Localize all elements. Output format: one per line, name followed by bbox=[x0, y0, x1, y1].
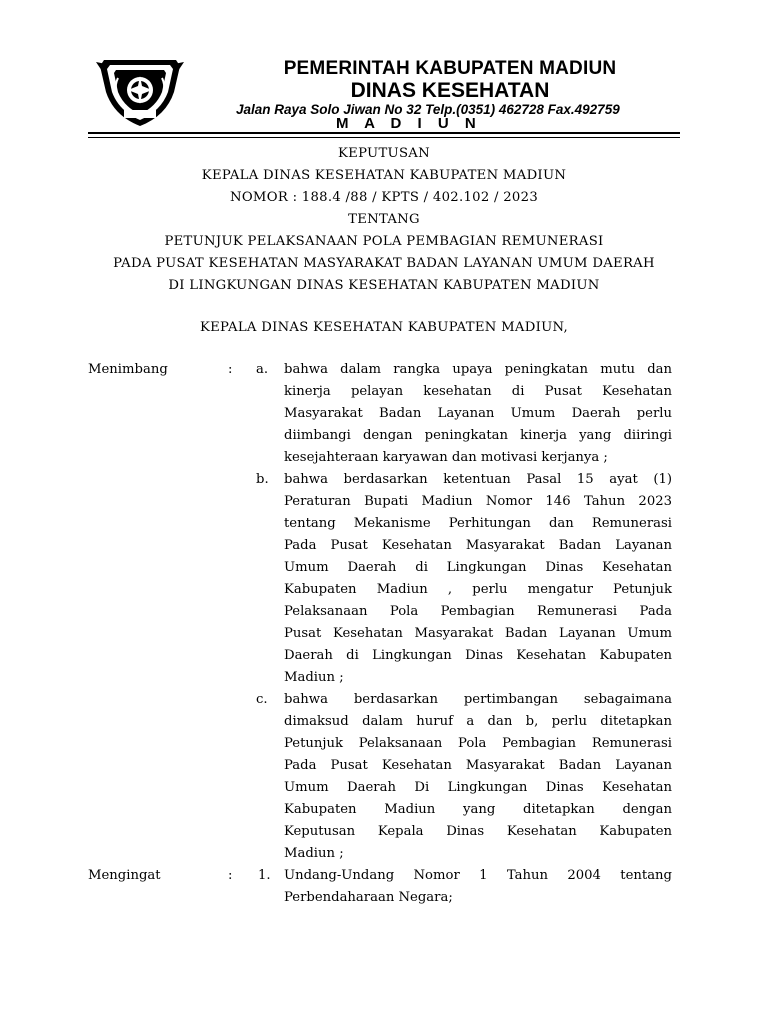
decree-tentang: TENTANG bbox=[348, 212, 420, 227]
decree-subject-line-3: DI LINGKUNGAN DINAS KESEHATAN KABUPATEN MADIUN bbox=[168, 278, 600, 293]
menimbang-c-line: Kabupaten Madiun yang ditetapkan dengan bbox=[284, 802, 672, 817]
menimbang-a-line: kinerja pelayan kesehatan di Pusat Kesehatan bbox=[284, 384, 672, 399]
letterhead-address: Jalan Raya Solo Jiwan No 32 Telp.(0351) 462728 Fax.492759 bbox=[236, 102, 620, 117]
mengingat-1-marker: 1. bbox=[258, 868, 271, 883]
menimbang-b-marker: b. bbox=[256, 472, 269, 487]
menimbang-b-line: Daerah di Lingkungan Dinas Kesehatan Kabupaten bbox=[284, 648, 672, 663]
menimbang-c-line: Petunjuk Pelaksanaan Pola Pembagian Remunerasi bbox=[284, 736, 672, 751]
menimbang-b-line: bahwa berdasarkan ketentuan Pasal 15 ayat (1) bbox=[284, 472, 672, 487]
menimbang-b-line: Kabupaten Madiun , perlu mengatur Petunjuk bbox=[284, 582, 672, 597]
menimbang-b-line: Pusat Kesehatan Masyarakat Badan Layanan Umum bbox=[284, 626, 672, 641]
menimbang-c-line: Madiun ; bbox=[284, 846, 344, 861]
menimbang-a-line: bahwa dalam rangka upaya peningkatan mutu dan bbox=[284, 362, 672, 377]
official-title: KEPALA DINAS KESEHATAN KABUPATEN MADIUN, bbox=[199, 320, 569, 335]
decree-number: NOMOR : 188.4 /88 / KPTS / 402.102 / 2023 bbox=[229, 190, 539, 205]
letterhead-agency: DINAS KESEHATAN bbox=[350, 79, 550, 102]
menimbang-label: Menimbang bbox=[88, 362, 168, 377]
menimbang-c-line: Keputusan Kepala Dinas Kesehatan Kabupaten bbox=[284, 824, 672, 839]
decree-title: KEPUTUSAN bbox=[338, 146, 430, 161]
menimbang-c-line: Umum Daerah Di Lingkungan Dinas Kesehatan bbox=[284, 780, 672, 795]
menimbang-a-line: kesejahteraan karyawan dan motivasi kerjanya ; bbox=[284, 450, 608, 465]
menimbang-c-line: Pada Pusat Kesehatan Masyarakat Badan Layanan bbox=[284, 758, 672, 773]
decree-issuer: KEPALA DINAS KESEHATAN KABUPATEN MADIUN bbox=[201, 168, 567, 183]
menimbang-a-line: diimbangi dengan peningkatan kinerja yang diiringi bbox=[284, 428, 672, 443]
decree-subject-line-1: PETUNJUK PELAKSANAAN POLA PEMBAGIAN REMUNERASI bbox=[164, 234, 604, 249]
mengingat-1-line: Perbendaharaan Negara; bbox=[284, 890, 453, 905]
letterhead-city: M A D I U N bbox=[336, 115, 482, 132]
menimbang-c-marker: c. bbox=[256, 692, 268, 707]
menimbang-b-line: Umum Daerah di Lingkungan Dinas Kesehatan bbox=[284, 560, 672, 575]
menimbang-b-line: tentang Mekanisme Perhitungan dan Remunerasi bbox=[284, 516, 672, 531]
menimbang-b-line: Peraturan Bupati Madiun Nomor 146 Tahun 2023 bbox=[284, 494, 672, 509]
mengingat-1-line: Undang-Undang Nomor 1 Tahun 2004 tentang bbox=[284, 868, 672, 883]
menimbang-b-line: Madiun ; bbox=[284, 670, 344, 685]
menimbang-b-line: Pelaksanaan Pola Pembagian Remunerasi Pada bbox=[284, 604, 672, 619]
letterhead-rule-thick bbox=[88, 132, 680, 134]
menimbang-c-line: dimaksud dalam huruf a dan b, perlu ditetapkan bbox=[284, 714, 672, 729]
letterhead-government: PEMERINTAH KABUPATEN MADIUN bbox=[283, 58, 617, 79]
letterhead-rule-thin bbox=[88, 137, 680, 138]
menimbang-b-line: Pada Pusat Kesehatan Masyarakat Badan Layanan bbox=[284, 538, 672, 553]
menimbang-a-line: Masyarakat Badan Layanan Umum Daerah perlu bbox=[284, 406, 672, 421]
menimbang-a-marker: a. bbox=[256, 362, 269, 377]
menimbang-colon: : bbox=[228, 362, 233, 377]
letterhead bbox=[90, 52, 680, 132]
mengingat-label: Mengingat bbox=[88, 868, 161, 883]
decree-subject-line-2: PADA PUSAT KESEHATAN MASYARAKAT BADAN LAYANAN UMUM DAERAH bbox=[113, 256, 655, 271]
menimbang-c-line: bahwa berdasarkan pertimbangan sebagaimana bbox=[284, 692, 672, 707]
mengingat-colon: : bbox=[228, 868, 233, 883]
